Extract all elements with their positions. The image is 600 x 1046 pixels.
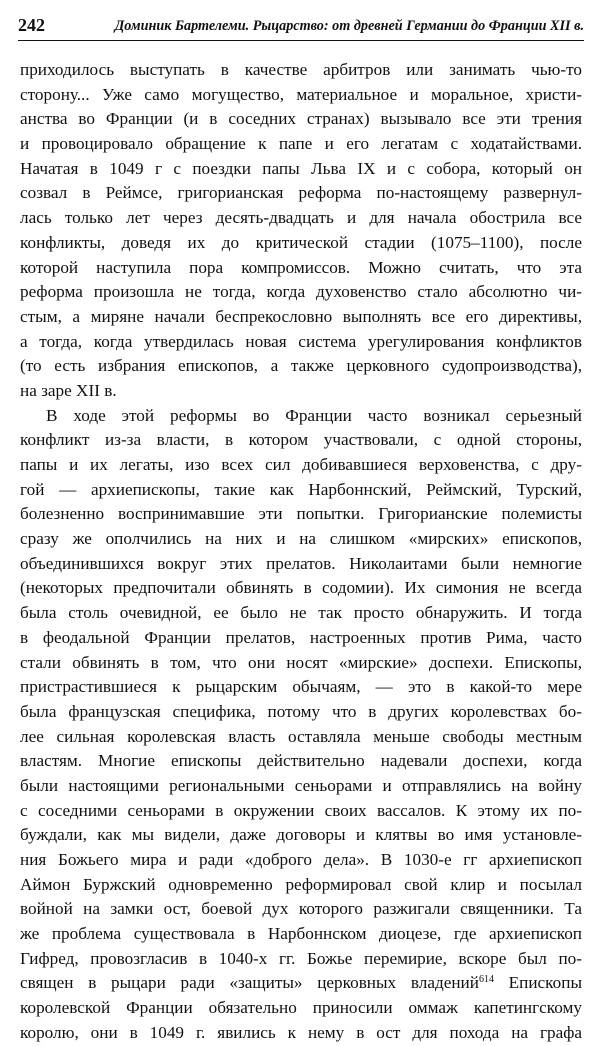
- text-line: (то есть избрания епископов, а также церковного судопроизводства),: [20, 356, 582, 376]
- text-line: войной на замки ост, боевой дух которого разжигали священники. Та: [20, 899, 582, 919]
- text-line: а тогда, когда утвердилась новая система урегулирования конфликтов: [20, 331, 582, 351]
- text-line: была французская специфика, потому что в других королевствах бо-: [20, 701, 582, 721]
- text-line: королевской Франции обязательно приносили оммаж капетингскому: [20, 998, 582, 1018]
- text-line: властям. Многие епископы действительно надевали доспехи, когда: [20, 751, 582, 771]
- text-line: (некоторых предпочитали обвинять в содомии). Их симония не всегда: [20, 578, 582, 598]
- text-line: на заре XII в.: [20, 380, 117, 400]
- text-run: Епископы: [493, 973, 582, 993]
- text-line: В ходе этой реформы во Франции часто возникал серьезный: [46, 405, 582, 425]
- body-text: [20, 58, 582, 1046]
- text-line: которой наступила пора компромиссов. Можно считать, что эта: [20, 257, 582, 277]
- page-number: 242: [18, 15, 45, 35]
- text-line: объединившихся вокруг этих прелатов. Николаитами были немногие: [20, 553, 582, 573]
- running-header: [18, 14, 584, 41]
- text-line: Гифред, провозгласив в 1040-х гг. Божье перемирие, вскоре был по-: [20, 948, 582, 968]
- text-line: лее сильная королевская власть оставляла меньше свободы местным: [20, 726, 582, 746]
- text-line: конфликты, доведя их до критической стадии (1075–1100), после: [20, 232, 582, 252]
- text-line: созвал в Реймсе, григорианская реформа по-настоящему развернул-: [20, 183, 582, 203]
- text-line: папы и их легаты, изо всех сил добивавшиеся верховенства, с дру-: [20, 455, 582, 474]
- text-line: пристрастившиеся к рыцарским обычаям, — это в какой-то мере: [20, 677, 582, 697]
- text-line: же проблема существовала в Нарбоннском диоцезе, где архиепископ: [20, 924, 582, 944]
- text-line: [20, 971, 582, 996]
- text-line: анства во Франции (и в соседних странах) вызывало все эти трения: [20, 109, 582, 129]
- text-line: сторону... Уже само могущество, материальное и моральное, христи-: [20, 84, 582, 104]
- text-line: буждали, как мы видели, даже договоры и клятвы во имя установле-: [20, 825, 582, 845]
- text-line: сразу же ополчились на них и на слишком «мирских» епископов,: [20, 529, 582, 549]
- text-line: Начатая в 1049 г с поездки папы Льва IX и с собора, который он: [20, 158, 582, 178]
- text-line: конфликт из-за власти, в котором участвовали, с одной стороны,: [20, 430, 582, 450]
- text-line: Аймон Буржский одновременно реформировал свой клир и посылал: [20, 874, 582, 894]
- text-line: с соседними сеньорами в окружении своих вассалов. К этому их по-: [20, 800, 582, 820]
- text-line: в феодальной Франции прелатов, настроенных против Рима, часто: [20, 627, 582, 647]
- text-line: приходилось выступать в качестве арбитров или занимать чью-то: [20, 60, 582, 79]
- text-line: стали обвинять в том, что они носят «мирские» доспехи. Епископы,: [20, 652, 582, 672]
- footnote-marker[interactable]: 614: [478, 974, 494, 986]
- text-line: ния Божьего мира и ради «доброго дела». В 1030-е гг архиепископ: [20, 850, 582, 869]
- text-line: стым, а миряне начали беспрекословно выполнять все его директивы,: [20, 306, 582, 326]
- text-line: королю, они в 1049 г. явились к нему в ост для похода на графа: [20, 1022, 582, 1042]
- text-line: были настоящими региональными сеньорами и отправлялись на войну: [20, 775, 582, 795]
- text-run: священ в рыцари ради «защиты» церковных владений: [20, 973, 479, 993]
- text-line: была столь очевидной, ее было не так просто обнаружить. И тогда: [20, 603, 582, 623]
- text-line: реформа произошла не тогда, когда духовенство стало абсолютно чи-: [20, 282, 582, 302]
- text-line: гой — архиепископы, такие как Нарбоннский, Реймский, Турский,: [20, 479, 582, 499]
- text-line: болезненно воспринимавшие эти попытки. Григорианские полемисты: [20, 504, 582, 524]
- text-line: и провоцировало обращение к папе и его легатам с ходатайствами.: [20, 134, 582, 154]
- text-line: лась только лет через десять-двадцать и для начала обострила все: [20, 208, 582, 228]
- running-title: Доминик Бартелеми. Рыцарство: от древней Германии до Франции XII в.: [114, 18, 584, 34]
